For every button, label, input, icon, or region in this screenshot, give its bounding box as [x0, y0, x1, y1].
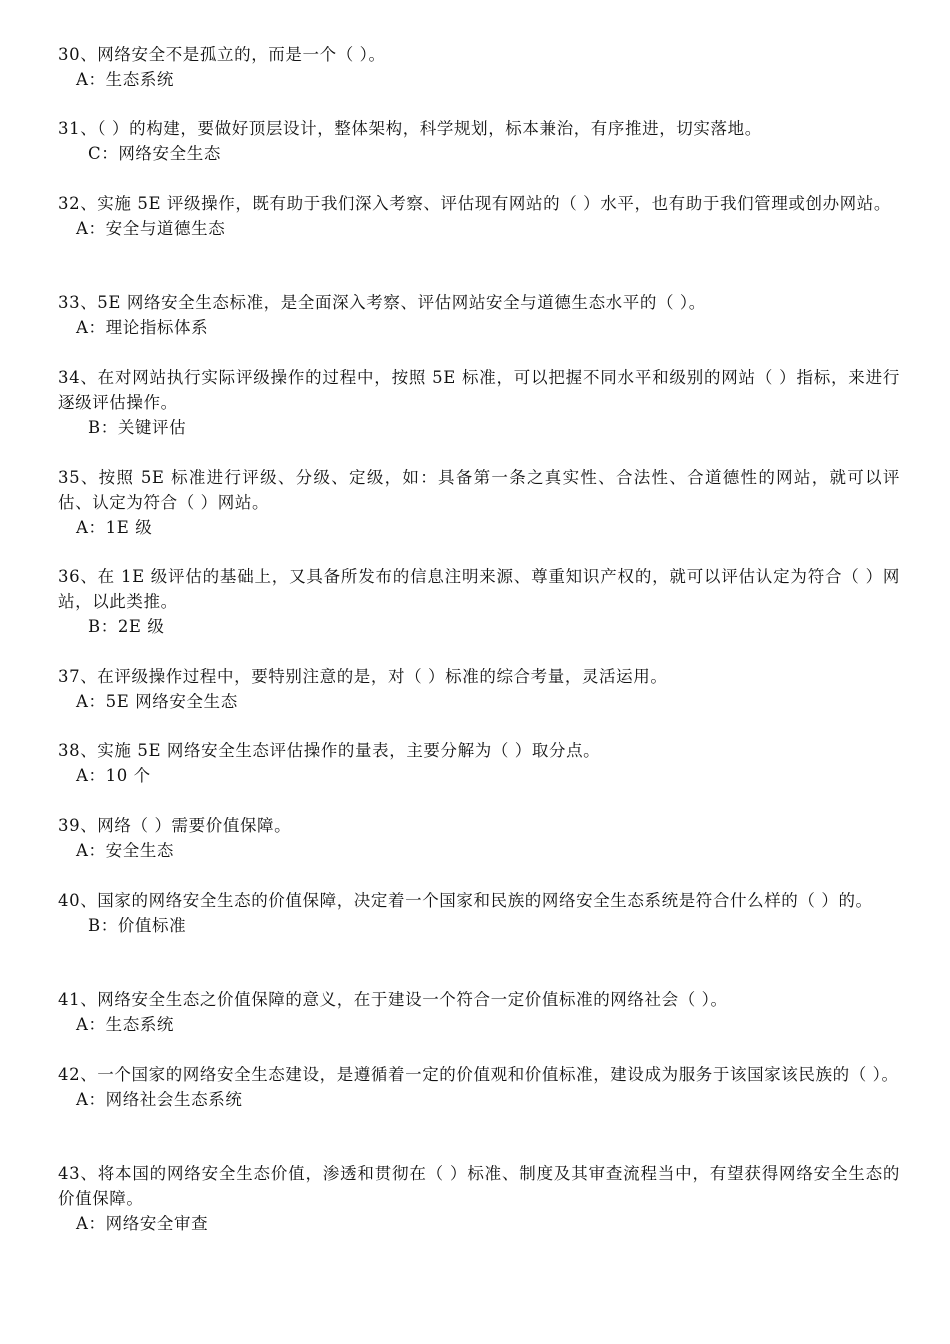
answer-text: C：网络安全生态: [88, 144, 221, 163]
answer-text: A：生态系统: [76, 70, 175, 89]
question-43: [58, 1161, 900, 1236]
question-text: 38、实施 5E 网络安全生态评估操作的量表，主要分解为（ ）取分点。: [58, 741, 601, 760]
answer-text: A：10 个: [76, 766, 151, 785]
question-text: 33、5E 网络安全生态标准，是全面深入考察、评估网站安全与道德生态水平的（ ）。: [58, 293, 706, 312]
answer-text: B：关键评估: [88, 418, 187, 437]
question-36: [58, 564, 900, 639]
answer-text: A：网络安全审查: [76, 1214, 209, 1233]
question-text: 36、在 1E 级评估的基础上，又具备所发布的信息注明来源、尊重知识产权的，就可以评估认定为符合（ ）网站，以此类推。: [58, 567, 900, 611]
question-33: [58, 290, 900, 340]
answer-text: A：生态系统: [76, 1015, 175, 1034]
answer-text: B：2E 级: [88, 617, 165, 636]
answer-text: A：安全与道德生态: [76, 219, 226, 238]
question-42: [58, 1062, 900, 1112]
answer-text: B：价值标准: [88, 916, 187, 935]
question-text: 43、将本国的网络安全生态价值，渗透和贯彻在（ ）标准、制度及其审查流程当中，有望获得网络安全生态的价值保障。: [58, 1164, 900, 1208]
question-text: 40、国家的网络安全生态的价值保障，决定着一个国家和民族的网络安全生态系统是符合什么样的（ ）的。: [58, 891, 873, 910]
question-text: 42、一个国家的网络安全生态建设，是遵循着一定的价值观和价值标准，建设成为服务于该国家该民族的（ ）。: [58, 1065, 899, 1084]
answer-text: A：网络社会生态系统: [76, 1090, 243, 1109]
answer-text: A：1E 级: [76, 518, 153, 537]
question-30: [58, 42, 900, 92]
question-text: 32、实施 5E 评级操作，既有助于我们深入考察、评估现有网站的（ ）水平，也有助于我们管理或创办网站。: [58, 194, 891, 213]
question-text: 31、（ ）的构建，要做好顶层设计，整体架构，科学规划，标本兼治，有序推进，切实落地。: [58, 119, 762, 138]
question-text: 41、网络安全生态之价值保障的意义，在于建设一个符合一定价值标准的网络社会（ ）。: [58, 990, 728, 1009]
question-text: 37、在评级操作过程中，要特别注意的是，对（ ）标准的综合考量，灵活运用。: [58, 667, 668, 686]
question-35: [58, 465, 900, 540]
question-34: [58, 365, 900, 440]
question-text: 35、按照 5E 标准进行评级、分级、定级，如：具备第一条之真实性、合法性、合道德性的网站，就可以评估、认定为符合（ ）网站。: [58, 468, 900, 512]
answer-text: A：理论指标体系: [76, 318, 209, 337]
question-text: 39、网络（ ）需要价值保障。: [58, 816, 292, 835]
question-37: [58, 664, 900, 714]
question-39: [58, 813, 900, 863]
question-text: 30、网络安全不是孤立的，而是一个（ ）。: [58, 45, 386, 64]
answer-text: A：安全生态: [76, 841, 175, 860]
question-41: [58, 987, 900, 1037]
question-38: [58, 738, 900, 788]
question-40: [58, 888, 900, 938]
question-text: 34、在对网站执行实际评级操作的过程中，按照 5E 标准，可以把握不同水平和级别的网站（ ）指标，来进行逐级评估操作。: [58, 368, 900, 412]
question-32: [58, 191, 900, 241]
answer-text: A：5E 网络安全生态: [76, 692, 238, 711]
question-31: [58, 116, 900, 166]
